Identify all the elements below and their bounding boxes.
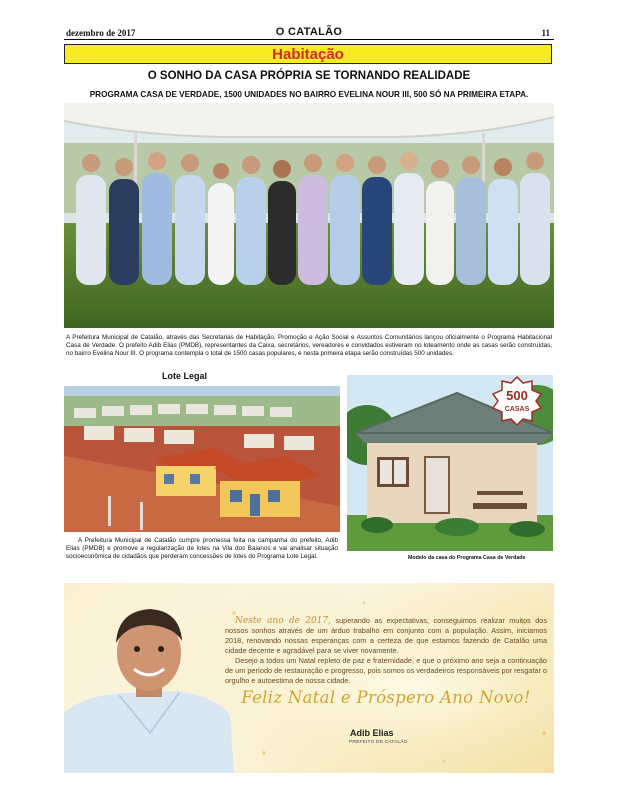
ad-lead: Neste ano de 2017, — [235, 616, 331, 626]
ad-paragraph-2: Desejo a todos um Natal repleto de paz e fraternidade, e que o próximo ano seja a continuação de um período de restauração e progresso, pois somos os verdadeiros responsáveis por resgatar o orgulho e autoestima de nossa cidade. — [225, 656, 547, 685]
article-headline: O SONHO DA CASA PRÓPRIA SE TORNANDO REALIDADE — [147, 70, 471, 82]
house-model-caption: Modelo da casa do Programa Casa de Verdade — [408, 555, 526, 561]
header-rule — [64, 39, 554, 40]
badge-text: CASAS — [504, 406, 530, 413]
ad-message — [225, 616, 547, 686]
lote-legal-title: Lote Legal — [162, 371, 208, 381]
lote-legal-photo — [64, 386, 340, 532]
ad-paragraph-1: Neste ano de 2017, superando as expectativas, conseguimos realizar muitos dos nossos sonhos através de um árduo trabalho em conjunto com a população. Assim, iniciamos 2018, renovando nossas esperanças com a certeza de que estamos fazendo de Catalão uma cidade decente e agradável para se viver novamente. — [225, 616, 547, 655]
section-title: Habitação — [272, 45, 344, 63]
ad-greeting: Feliz Natal e Próspero Ano Novo! — [241, 688, 531, 707]
group-photo — [64, 103, 554, 328]
issue-date: dezembro de 2017 — [66, 28, 136, 38]
ad-signature-role: PREFEITO DE CATALÃO — [349, 740, 408, 745]
badge-number: 500 — [506, 388, 528, 403]
lote-legal-caption: A Prefeitura Municipal de Catalão cumpre promessa feita na campanha do prefeito, Adib Elias (PMDB) e promove a regularização de lotes na Vila dos Baianos e vai analisar situação socioeconômica de cidadãos que perderam concessões de lotes do Programa Lote Legal. — [66, 537, 338, 560]
newspaper-name: O CATALÃO — [275, 26, 343, 38]
group-photo-caption: A Prefeitura Municipal de Catalão, através das Secretarias de Habitação, Promoção e Ação Social e Assuntos Comunitários lançou oficialmente o Programa Habitacional Casa de Verdade. O prefeito Adib Elias (PMDB), representantes da Caixa, secretários, vereadores e convidados estiveram no loteamento onde as casas serão construídas, no bairro Evelina Nour III. O programa contempla o total de 1500 casas populares, e nesta primeira etapa serão construídas 500 unidades. — [66, 334, 552, 357]
section-banner — [64, 44, 552, 64]
article-subheadline: PROGRAMA CASA DE VERDADE, 1500 UNIDADES NO BAIRRO EVELINA NOUR III, 500 SÓ NA PRIMEIRA ETAPA. — [89, 90, 529, 99]
house-model-image — [347, 375, 553, 551]
ad-signature-name: Adib Elias — [350, 728, 394, 738]
page-number: 11 — [541, 28, 550, 38]
